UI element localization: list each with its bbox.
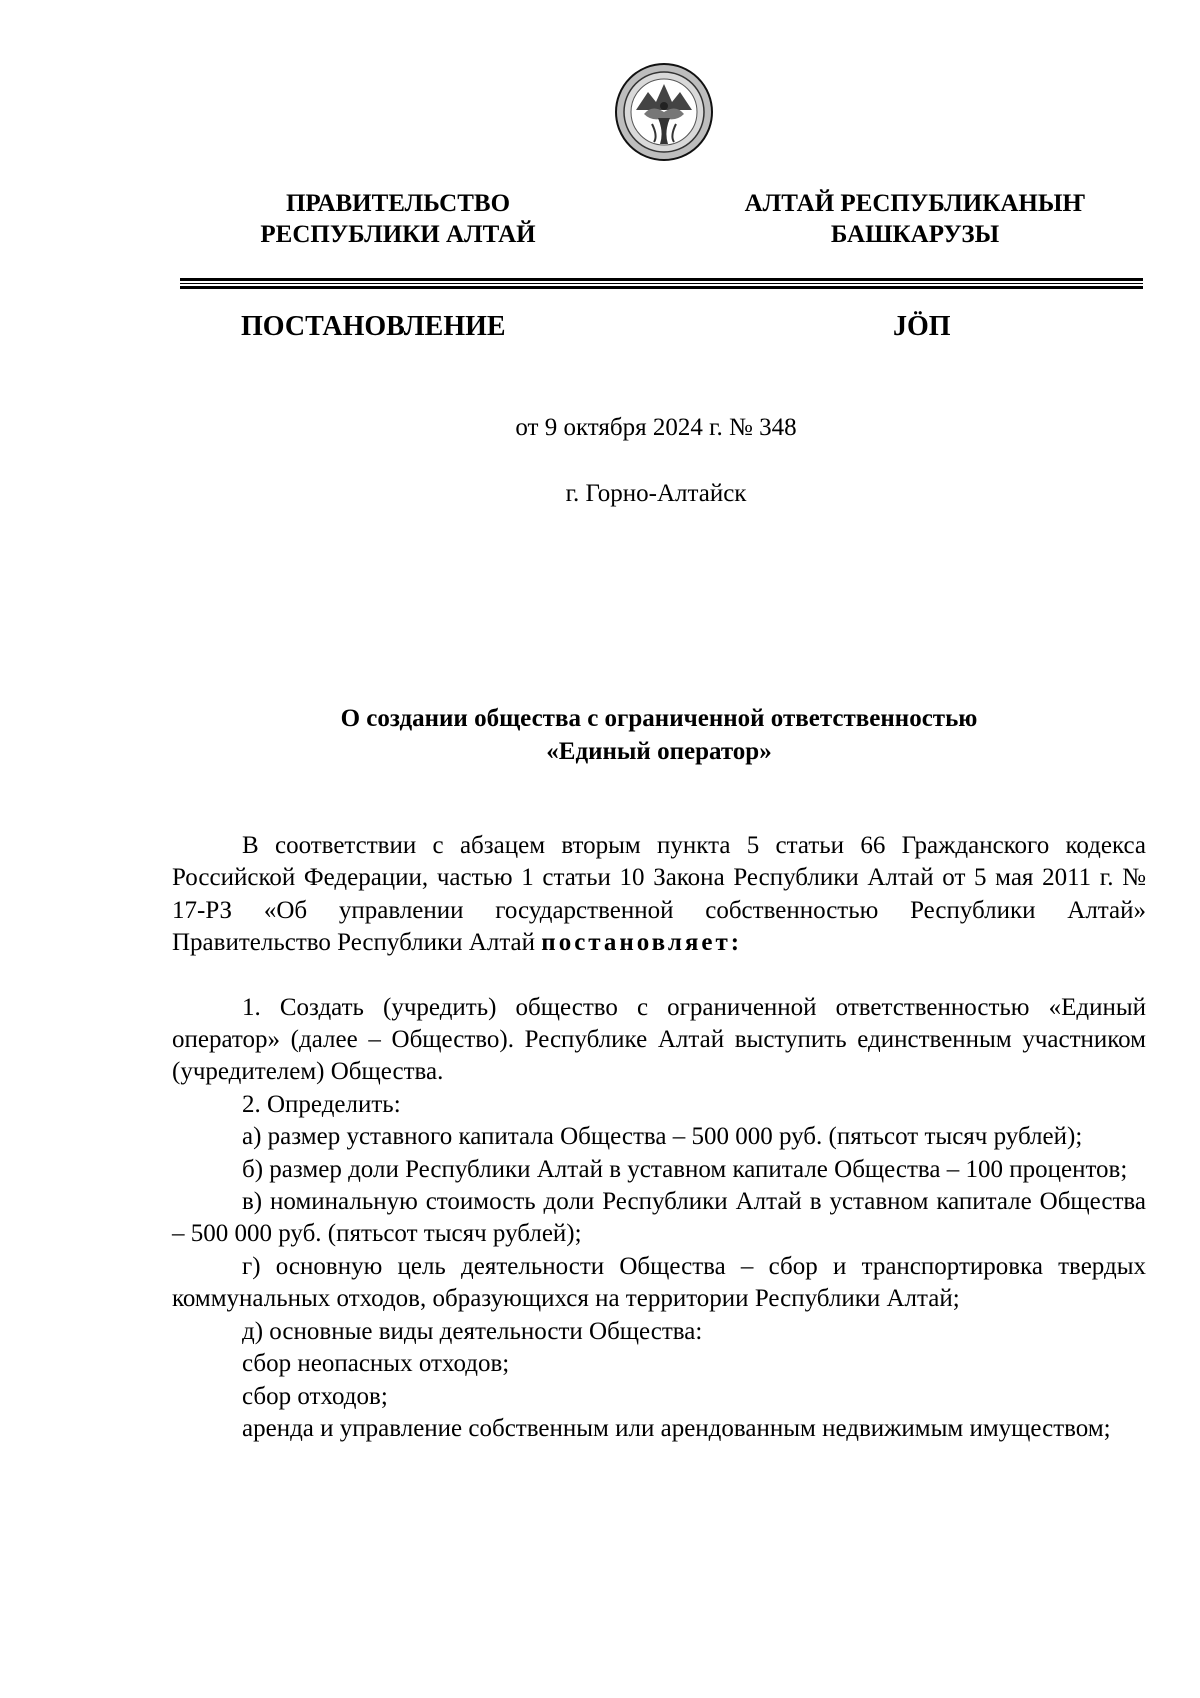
org-alt-line-2: БАШКАРУЗЫ — [830, 221, 1000, 248]
activity-2: сбор отходов; — [242, 1382, 388, 1410]
item-2d: г) основную цель деятельности Общества – сбор и транспортировка твердых коммунальных отходов, образующихся на территории Республики Алтай; — [172, 1252, 1146, 1313]
org-ru-line-1: ПРАВИТЕЛЬСТВО — [285, 190, 511, 217]
header-rule-thick-top — [180, 278, 1143, 281]
resolves-word: постановляет: — [541, 929, 743, 957]
paragraph-gap — [172, 960, 1146, 992]
preamble-text: В соответствии с абзацем вторым пункта 5 статьи 66 Гражданского кодекса Российской Федерации, частью 1 статьи 10 Закона Республики Алтай от 5 мая 2011 г. № 17-РЗ «Об управлении государственной собственностью Республики Алтай» Правительство Республики Алтай — [172, 832, 1146, 957]
document-body — [172, 830, 1146, 1445]
organization-name-russian — [228, 188, 568, 250]
item-2: 2. Определить: — [242, 1090, 401, 1118]
activity-1: сбор неопасных отходов; — [242, 1350, 510, 1378]
item-2c: в) номинальную стоимость доли Республики Алтай в уставном капитале Общества – 500 000 руб. (пятьсот тысяч рублей); — [172, 1188, 1146, 1248]
item-2b: б) размер доли Республики Алтай в уставном капитале Общества – 100 процентов; — [242, 1155, 1128, 1183]
header-rule-thick-bottom — [180, 286, 1143, 289]
document-type-russian: ПОСТАНОВЛЕНИЕ — [241, 311, 506, 342]
subject-line-2: «Единый оператор» — [546, 738, 772, 765]
subject-line-1: О создании общества с ограниченной ответственностью — [340, 705, 978, 732]
header-rule-thin — [180, 283, 1143, 284]
org-alt-line-1: АЛТАЙ РЕСПУБЛИКАНЫҤ — [744, 190, 1086, 217]
document-city: г. Горно-Алтайск — [565, 480, 747, 507]
org-ru-line-2: РЕСПУБЛИКИ АЛТАЙ — [260, 221, 536, 248]
document-date-number: от 9 октября 2024 г. № 348 — [515, 414, 797, 441]
activity-3: аренда и управление собственным или арендованным недвижимым имуществом; — [242, 1414, 1111, 1442]
preamble-paragraph — [172, 830, 1146, 960]
coat-of-arms-emblem — [614, 62, 714, 162]
organization-name-altai — [735, 188, 1095, 250]
item-2a: а) размер уставного капитала Общества – 500 000 руб. (пятьсот тысяч рублей); — [242, 1123, 1083, 1151]
document-type-altai: JӦП — [893, 311, 951, 342]
item-2e: д) основные виды деятельности Общества: — [242, 1317, 703, 1345]
item-1: 1. Создать (учредить) общество с ограниченной ответственностью «Единый оператор» (далее – Общество). Республике Алтай выступить единственным участником (учредителем) Общества. — [172, 993, 1146, 1086]
document-subject — [172, 702, 1146, 768]
